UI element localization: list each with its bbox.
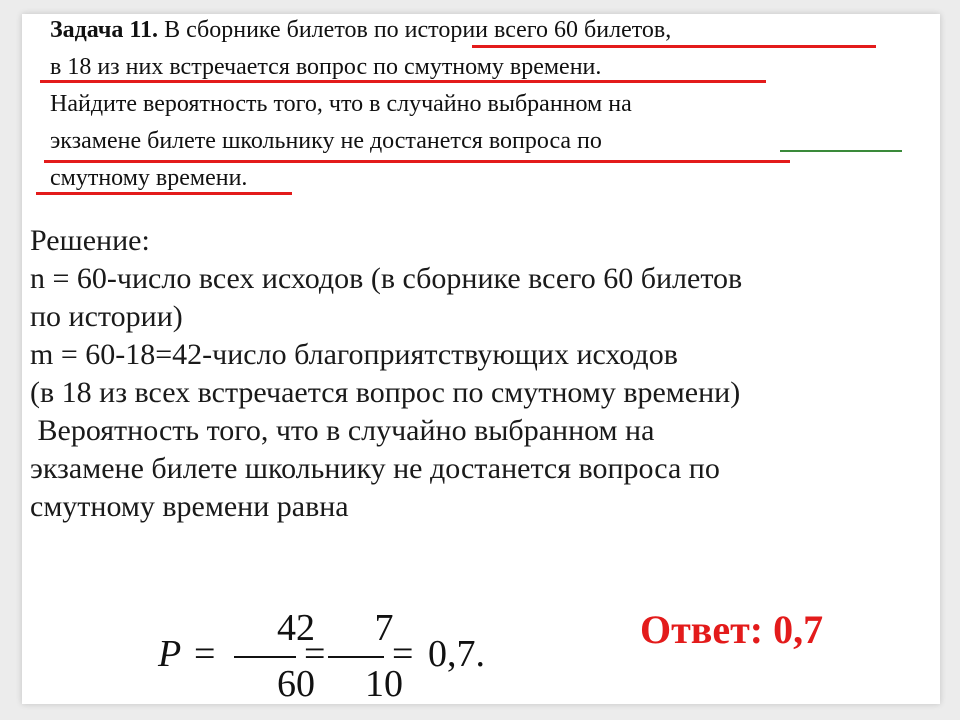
solution-line-4: (в 18 из всех встречается вопрос по смутному времени) — [30, 376, 741, 409]
fraction-1-numerator: 42 — [277, 607, 315, 649]
underline-green — [780, 150, 902, 152]
problem-statement — [50, 12, 910, 197]
underline-red-1 — [472, 45, 876, 48]
solution-line-3: m = 60-18=42-число благоприятствующих исходов — [30, 338, 678, 371]
solution-line-5: Вероятность того, что в случайно выбранном на — [30, 414, 655, 447]
fraction-1-denominator: 60 — [277, 663, 315, 705]
problem-line-2: в 18 из них встречается вопрос по смутному времени. — [50, 54, 602, 80]
solution-line-7: смутному времени равна — [30, 490, 349, 523]
formula-p: P — [158, 633, 182, 675]
underline-red-3 — [44, 160, 790, 163]
formula-equals-1: = — [194, 633, 216, 675]
fraction-2-bar — [328, 656, 384, 658]
solution-heading: Решение: — [30, 224, 150, 257]
formula-result: 0,7. — [428, 633, 485, 675]
problem-line-1 — [50, 12, 910, 49]
formula-equals-3: = — [392, 633, 414, 675]
problem-text-1: В сборнике билетов по истории всего 60 билетов, — [158, 17, 672, 43]
fraction-2-numerator: 7 — [374, 607, 394, 649]
solution-line-1: n = 60-число всех исходов (в сборнике всего 60 билетов — [30, 262, 743, 295]
solution-block — [30, 222, 930, 526]
probability-formula — [158, 604, 518, 704]
problem-line-3: Найдите вероятность того, что в случайно выбранном на — [50, 91, 632, 117]
problem-line-5: смутному времени. — [50, 165, 248, 191]
underline-red-4 — [36, 192, 292, 195]
problem-line-4: экзамене билете школьнику не достанется вопроса по — [50, 128, 602, 154]
solution-line-6: экзамене билете школьнику не достанется вопроса по — [30, 452, 720, 485]
answer-label: Ответ: 0,7 — [640, 607, 824, 652]
fraction-2-denominator: 10 — [365, 663, 403, 705]
formula-equals-2: = — [304, 633, 326, 675]
problem-title: Задача 11. — [50, 17, 159, 43]
underline-red-2 — [40, 80, 766, 83]
solution-line-2: по истории) — [30, 300, 183, 333]
fraction-1-bar — [234, 656, 296, 658]
